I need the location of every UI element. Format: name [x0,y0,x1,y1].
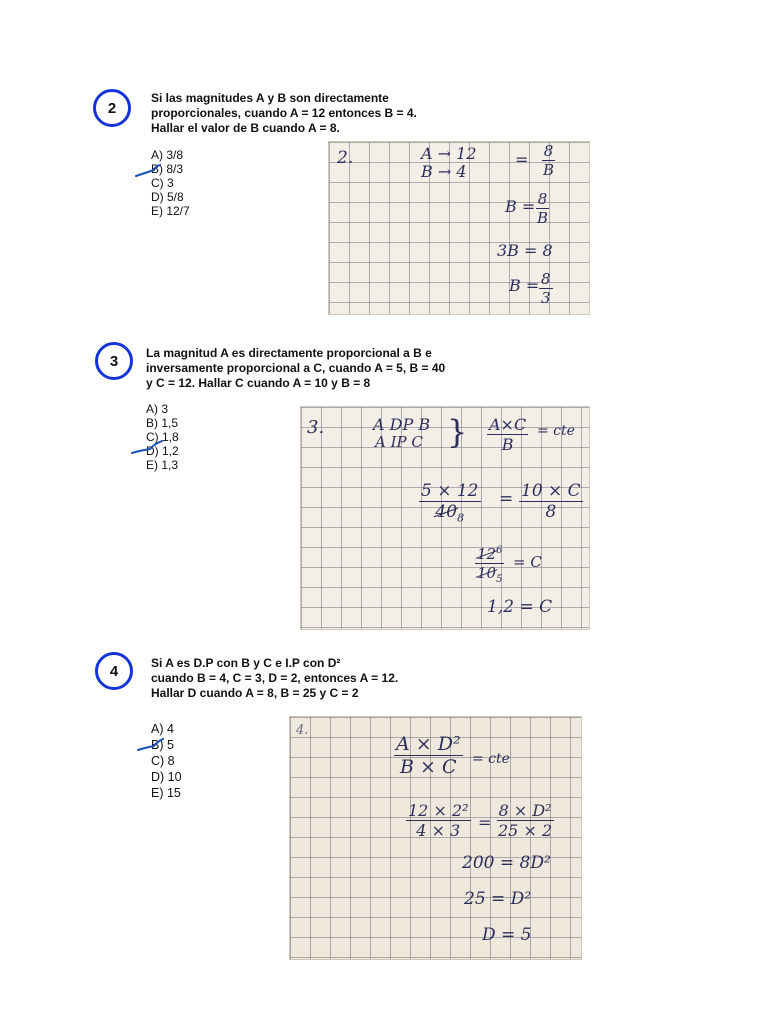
work-line: = [499,489,514,509]
work-fraction: $\frac{\text{8 × D²}}{25 \times 2}$ [498,801,553,840]
option-d: D) 5/8 [151,190,184,204]
work-line: 3B = 8 [497,241,553,260]
work-line: 200 = 8D² [462,853,551,873]
work-line: A → 12 [421,144,477,163]
check-mark-icon [136,738,166,754]
statement-line: proporcionales, cuando A = 12 entonces B = 4. [151,106,417,120]
work-fraction: $\frac{8}{3}$ [541,270,551,307]
option-e: E) 12/7 [151,204,190,218]
solution-label: 3. [307,417,325,438]
solution-label: 4. [296,723,309,738]
option-b: B) 1,5 [146,416,179,430]
check-mark-icon [134,164,164,180]
work-line: = [515,150,529,169]
option-e: E) 15 [151,786,181,800]
work-line: 25 = D² [464,889,532,909]
statement-line: y C = 12. Hallar C cuando A = 10 y B = 8 [146,376,371,390]
problem-number-badge: 3 [95,342,133,380]
problem-number-badge: 2 [93,89,131,127]
statement-line: inversamente proporcional a C, cuando A = 5, B = 40 [146,361,446,375]
answer-options [146,402,179,472]
work-line: = [478,813,492,832]
problem-statement [146,346,460,391]
option-c: C) 3 [151,176,174,190]
option-a: A) 4 [151,722,174,736]
answer-options [151,148,190,218]
option-a: A) 3/8 [151,148,184,162]
work-fraction: $\frac{8}{B}$ [537,190,549,227]
option-b: B) 8/3 [151,162,184,176]
work-line: = cte [537,423,575,439]
option-d: D) 10 [151,770,182,784]
option-b: B) 5 [151,738,174,752]
work-line: A DP B [373,415,431,434]
problem-statement [151,91,456,136]
handwritten-solution-photo [300,406,590,630]
work-line: = cte [472,751,510,767]
work-line: A IP C [375,433,423,451]
work-line: = C [513,553,542,571]
statement-line: cuando B = 4, C = 3, D = 2, entonces A = 12. [151,671,399,685]
work-result: 1,2 = C [487,597,553,617]
problem-statement [151,656,461,701]
problem-number-badge: 4 [95,652,133,690]
statement-line: Si las magnitudes A y B son directamente [151,91,389,105]
option-d: D) 1,2 [146,444,179,458]
work-fraction: $\frac{8}{B}$ [543,142,555,179]
work-fraction: $\frac{A\times C}{B}$ [489,415,527,454]
solution-label: 2. [337,148,354,168]
work-line: B → 4 [421,162,467,181]
work-line: B = [509,276,540,295]
work-fraction: $\frac{\text{A × D²}}{B \times C}$ [396,733,461,778]
option-c: C) 1,8 [146,430,179,444]
work-fraction: $\frac{10 \times C}{8}$ [521,481,581,522]
statement-line: La magnitud A es directamente proporcional a B e [146,346,432,360]
work-line: B = [505,197,536,216]
answer-options [151,721,182,801]
option-a: A) 3 [146,402,169,416]
option-c: C) 8 [151,754,175,768]
handwritten-solution-photo [289,716,582,960]
work-fraction: $\frac{5 \times 12}{40_8}$ [421,481,479,525]
work-fraction: $\frac{\text{12 × 2²}}{4 \times 3}$ [408,801,469,840]
handwritten-solution-photo [328,141,590,315]
work-result: D = 5 [482,925,532,945]
work-fraction: $\frac{12^6}{10_5}$ [477,545,503,585]
statement-line: Hallar el valor de B cuando A = 8. [151,121,340,135]
statement-line: Hallar D cuando A = 8, B = 25 y C = 2 [151,686,359,700]
check-mark-icon [130,440,164,458]
statement-line: Si A es D.P con B y C e I.P con D² [151,656,341,670]
work-line: } [447,413,468,451]
option-e: E) 1,3 [146,458,179,472]
